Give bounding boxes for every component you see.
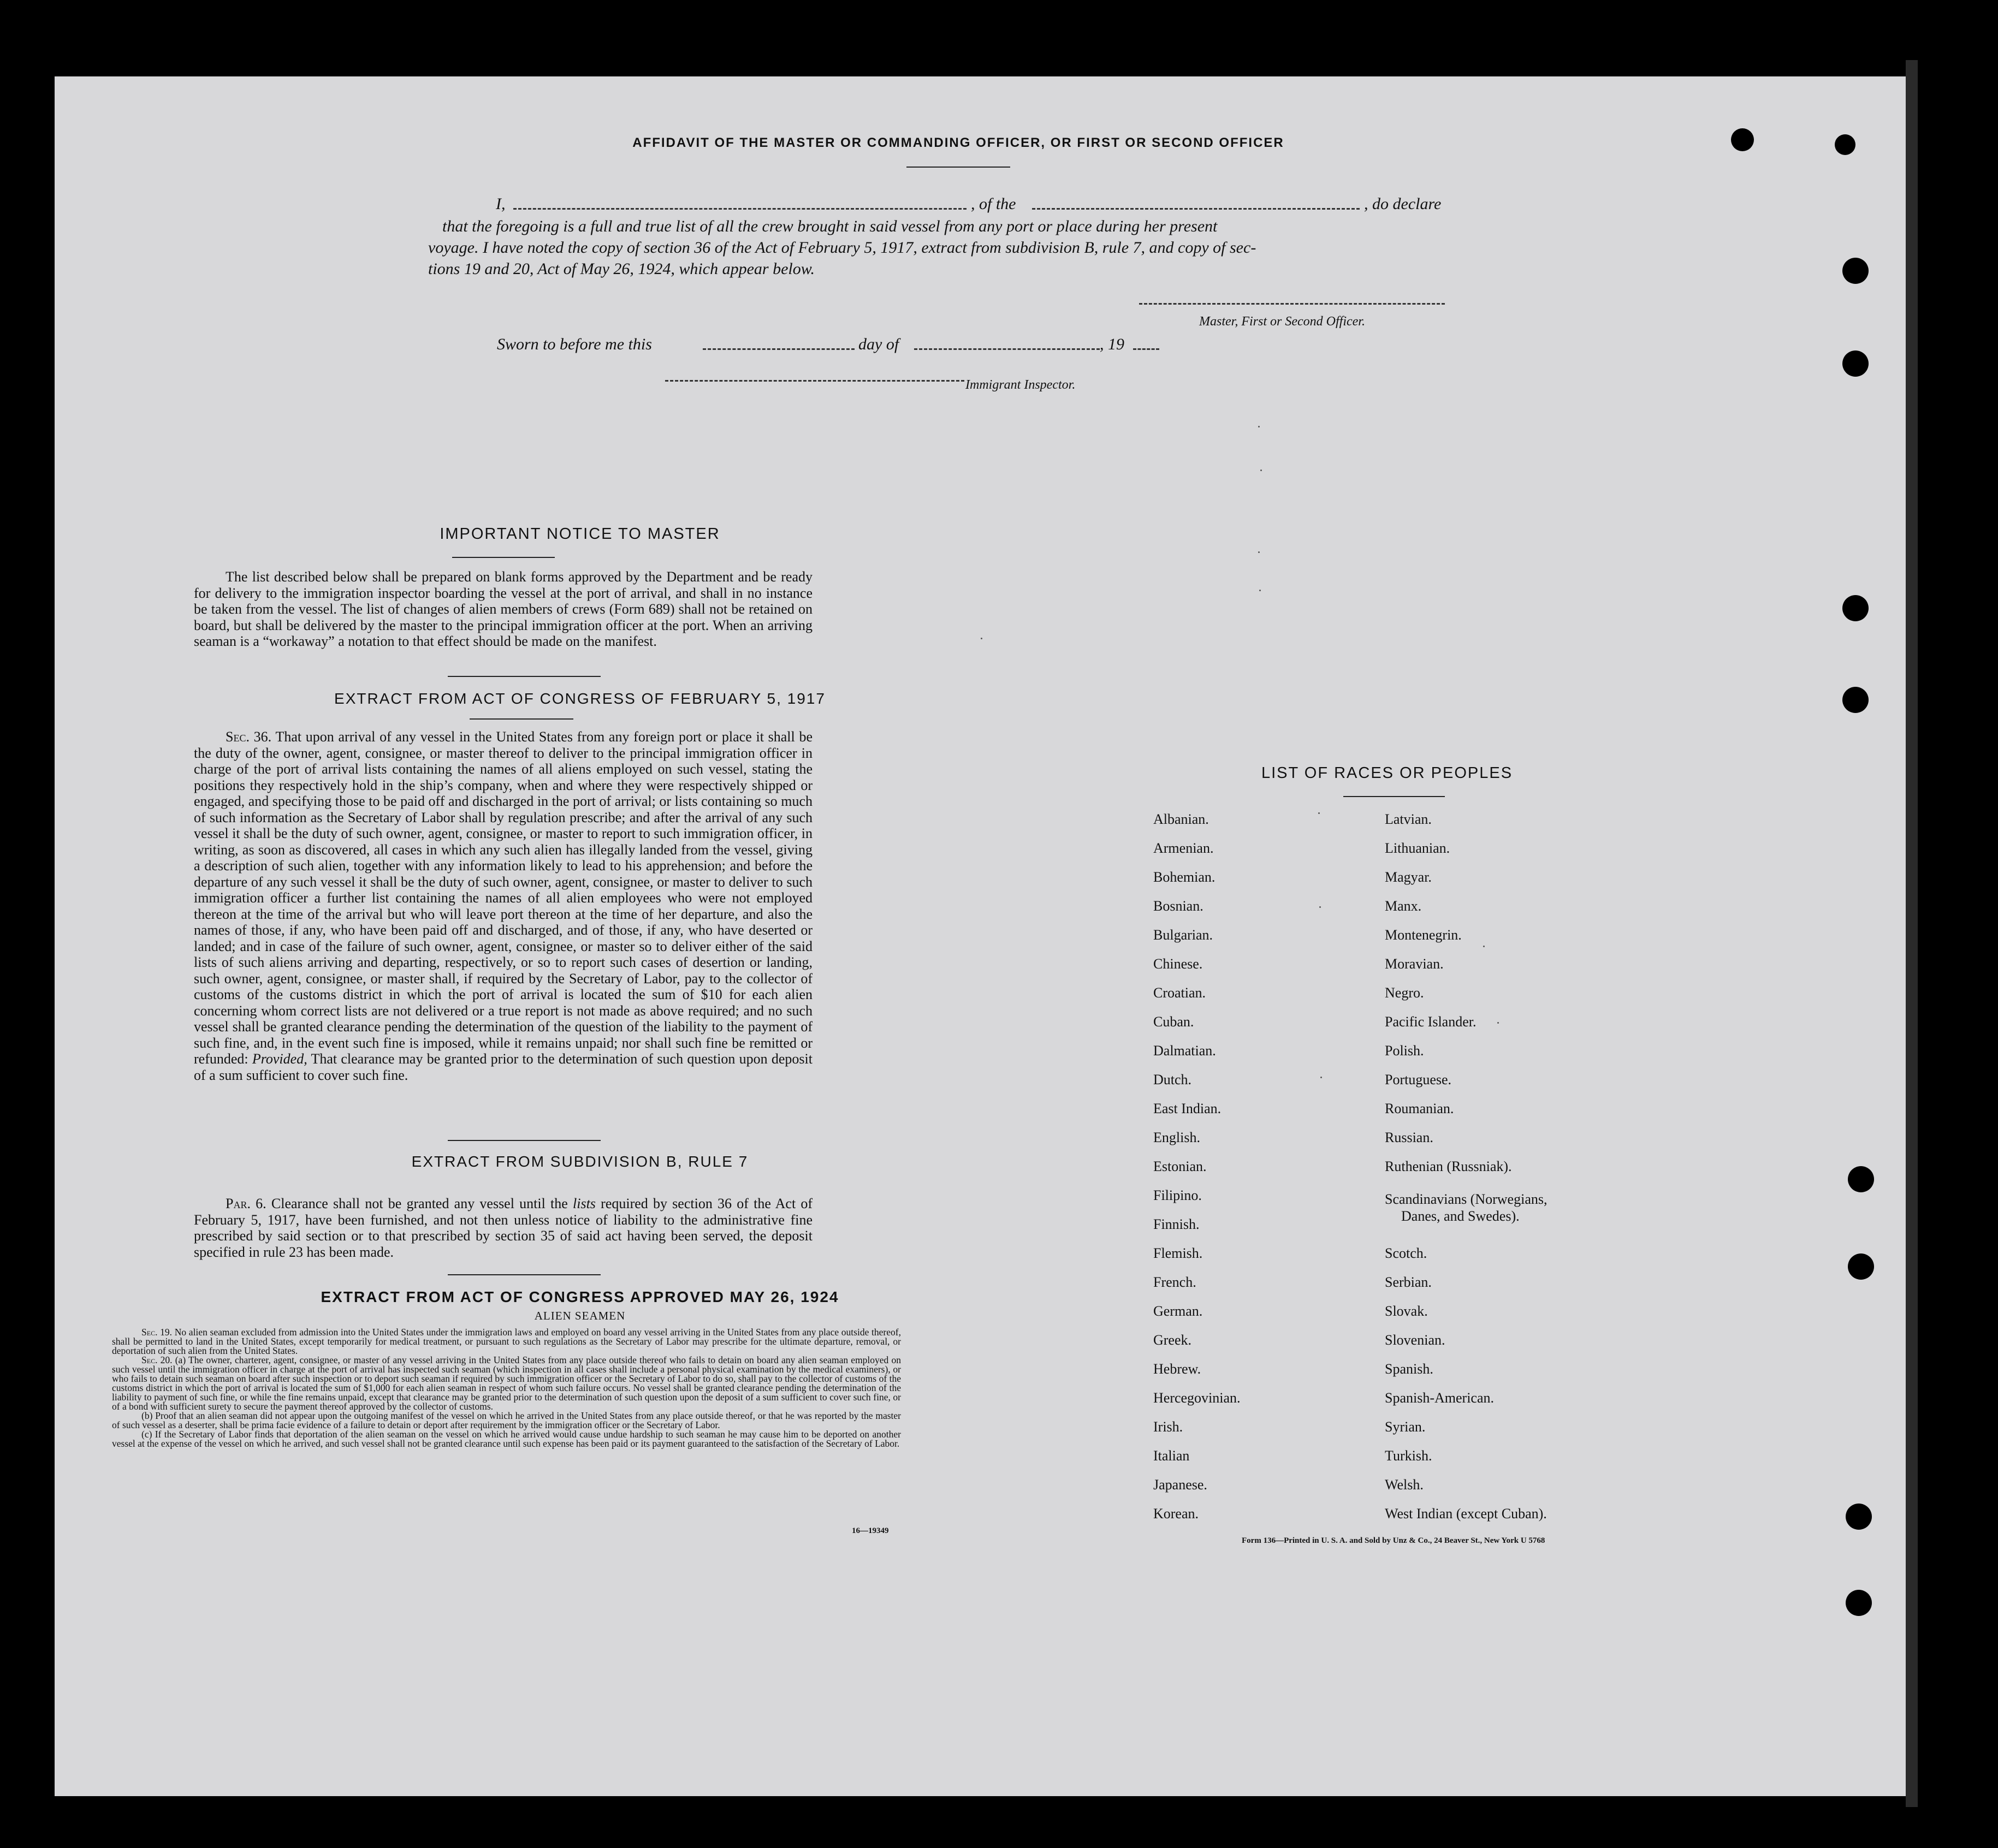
- race-item: Syrian.: [1385, 1419, 1426, 1435]
- race-item: Spanish.: [1385, 1361, 1433, 1377]
- race-item: Portuguese.: [1385, 1072, 1452, 1088]
- race-item: Turkish.: [1385, 1448, 1432, 1464]
- race-item: Lithuanian.: [1385, 840, 1450, 856]
- race-item: Dutch.: [1153, 1072, 1192, 1088]
- race-item: Roumanian.: [1385, 1101, 1454, 1116]
- sworn-day-of: day of: [858, 335, 899, 353]
- notice-body: The list described below shall be prepared on blank forms approved by the Department and be ready for delivery to the immigration inspector boarding the vessel at the port of arrival, and shall in no instance be taken from the vessel. The list of changes of alien members of crews (Form 689) shall not be retained on board, but shall be delivered by the master to the principal immigration officer at the port. When an arriving seaman is a “workaway” a notation to that effect should be made on the manifest.: [194, 569, 813, 649]
- sworn-year-prefix: , 19: [1100, 335, 1124, 353]
- sworn-line: [497, 335, 1207, 357]
- race-item: Bohemian.: [1153, 869, 1216, 885]
- race-item: Cuban.: [1153, 1014, 1194, 1030]
- race-item: English.: [1153, 1130, 1200, 1145]
- scan-speck: [1259, 590, 1261, 591]
- sec-20c-text: (c) If the Secretary of Labor finds that deportation of the alien seaman on the vessel on which he arrived would cause undue hardship to such seaman he may cause him to be deported on another vessel at the expense of the vessel on which he arrived, and such vessel shall not be granted clearance until such expense has been paid or its payment guaranteed to the satisfaction of the Secretary of Labor.: [112, 1429, 901, 1449]
- race-item: Slovenian.: [1385, 1332, 1445, 1348]
- race-item: Russian.: [1385, 1130, 1433, 1145]
- race-item: Armenian.: [1153, 840, 1214, 856]
- race-item: Italian: [1153, 1448, 1190, 1464]
- vessel-name-field[interactable]: [1032, 208, 1360, 210]
- notice-title-underline: [452, 557, 555, 558]
- sec-19-paragraph: [112, 1328, 901, 1356]
- sworn-month-field[interactable]: [914, 348, 1100, 350]
- race-item: Welsh.: [1385, 1477, 1424, 1493]
- race-item: Bosnian.: [1153, 898, 1203, 914]
- sec-19-label: Sec. 19.: [141, 1327, 173, 1338]
- race-item: Filipino.: [1153, 1187, 1202, 1203]
- affidavit-line-2: that the foregoing is a full and true list of all the crew brought in said vessel from any port or place during her present: [442, 217, 1218, 235]
- par-6-text-a: Clearance shall not be granted any vessel until the: [271, 1196, 568, 1211]
- scan-speck: [1483, 946, 1485, 947]
- inspector-signature-label: Immigrant Inspector.: [965, 378, 1076, 392]
- race-item: West Indian (except Cuban).: [1385, 1506, 1547, 1522]
- race-item: Slovak.: [1385, 1303, 1428, 1319]
- page-edge: [1906, 60, 1918, 1807]
- proviso-word: Provided,: [252, 1051, 307, 1067]
- sec-36-text: That upon arrival of any vessel in the United States from any foreign port or place it shall be the duty of the owner, agent, consignee, or master thereof to deliver to the principal immigration officer in charge of the port of arrival lists containing the names of all aliens employed on such vessel, stating the positions they respectively hold in the ship’s company, when and where they were respectively shipped or engaged, and specifying those to be paid off and discharged in the port of arrival; or lists containing so much of such information as the Secretary of Labor shall by regulation prescribe; and after the arrival of any such vessel it shall be the duty of such owner, agent, consignee, or master to report to such immigration officer, in writing, as soon as discovered, all cases in which any such alien has illegally landed from the vessel, giving a description of such alien, together with any information likely to lead to his apprehension; and before the departure of any such vessel it shall be the duty of such owner, agent, consignee, or master to deliver to such immigration officer a further list containing the names of all alien employees who were not employed thereon at the time of the arrival but who will leave port thereon at the time of her departure, and also the names of those, if any, who have been paid off and discharged, and of those, if any, who have deserted or landed; and in case of the failure of such owner, agent, consignee, or master so to deliver either of the said lists of such aliens arriving and departing, respectively, or so to report such cases of desertion or landing, such owner, agent, consignee, or master shall, if required by the Secretary of Labor, pay to the collector of customs of the customs district in which the port of arrival is located the sum of $10 for each alien concerning whom correct lists are not delivered or a true report is not made as above required; and no such vessel shall be granted clearance pending the determination of the question of the liability to the payment of such fine, and, in the event such fine is imposed, while it remains unpaid; nor shall such fine be remitted or refunded:: [194, 729, 813, 1067]
- race-item: French.: [1153, 1274, 1196, 1290]
- scan-speck: [1258, 551, 1260, 553]
- officer-signature-field[interactable]: [1139, 303, 1445, 305]
- extract-1917-body: [194, 729, 813, 1083]
- race-item: Japanese.: [1153, 1477, 1207, 1493]
- race-item: Magyar.: [1385, 869, 1432, 885]
- race-item: Spanish-American.: [1385, 1390, 1495, 1406]
- race-item: Danes, and Swedes).: [1401, 1208, 1520, 1224]
- race-item: Ruthenian (Russniak).: [1385, 1158, 1512, 1174]
- sec-19-text: No alien seaman excluded from admission into the United States under the immigration laws and employed on board any vessel arriving in the United States from any place outside thereof, shall be permitted to land in the United States, except temporarily for medical treatment, or pursuant to such regulations as the Secretary of Labor may prescribe for the ultimate departure, removal, or deportation of such alien from the United States.: [112, 1327, 901, 1356]
- scan-speck: [1260, 470, 1262, 471]
- declare-text: , do declare: [1364, 195, 1442, 213]
- extract-1924-body: [112, 1328, 901, 1448]
- race-item: Negro.: [1385, 985, 1424, 1001]
- race-item: Chinese.: [1153, 956, 1203, 972]
- sec-20-label: Sec. 20.: [141, 1354, 173, 1365]
- punch-hole: [1846, 1504, 1872, 1530]
- notice-title: IMPORTANT NOTICE TO MASTER: [440, 525, 720, 543]
- punch-hole: [1842, 350, 1869, 377]
- punch-hole: [1842, 595, 1869, 621]
- form-footer: Form 136—Printed in U. S. A. and Sold by Unz & Co., 24 Beaver St., New York U 5768: [1242, 1536, 1545, 1545]
- race-item: East Indian.: [1153, 1101, 1222, 1116]
- par-6-label: Par. 6.: [226, 1196, 266, 1211]
- race-item: Scandinavians (Norwegians,: [1385, 1191, 1548, 1207]
- race-item: Flemish.: [1153, 1245, 1203, 1261]
- rule7-body: [194, 1196, 813, 1260]
- sworn-prefix: Sworn to before me this: [497, 335, 652, 353]
- lists-word: lists: [573, 1196, 596, 1211]
- rule7-title: EXTRACT FROM SUBDIVISION B, RULE 7: [411, 1153, 749, 1170]
- race-item: Manx.: [1385, 898, 1422, 914]
- race-item: Montenegrin.: [1385, 927, 1462, 943]
- race-item: Estonian.: [1153, 1158, 1207, 1174]
- affidavit-line-3: voyage. I have noted the copy of section 36 of the Act of February 5, 1917, extract from subdivision B, rule 7, and copy of sec-: [428, 239, 1256, 257]
- extract-1924-title: EXTRACT FROM ACT OF CONGRESS APPROVED MAY 26, 1924: [321, 1288, 839, 1305]
- officer-signature-label: Master, First or Second Officer.: [1199, 314, 1365, 329]
- alien-seamen-subtitle: ALIEN SEAMEN: [534, 1309, 626, 1322]
- race-item: Polish.: [1385, 1043, 1424, 1059]
- extract-1917-underline: [470, 718, 573, 720]
- declarant-name-field[interactable]: [513, 208, 967, 210]
- sec-20a-paragraph: [112, 1356, 901, 1411]
- punch-hole: [1846, 1590, 1872, 1616]
- race-item: Dalmatian.: [1153, 1043, 1216, 1059]
- form-code: 16—19349: [852, 1526, 889, 1535]
- sec-20b-text: (b) Proof that an alien seaman did not appear upon the outgoing manifest of the vessel on which he arrived in the United States from any place outside thereof, or that he was reported by the master of such vessel as a deserter, shall be prima facie evidence of a failure to detain or deport after requirement by the immigration officer or the Secretary of Labor.: [112, 1410, 901, 1430]
- scan-speck: [1319, 906, 1321, 908]
- races-title-underline: [1343, 796, 1445, 797]
- punch-hole: [1848, 1166, 1874, 1192]
- punch-hole: [1842, 258, 1869, 284]
- section-divider: [448, 676, 601, 677]
- race-item: Hercegovinian.: [1153, 1390, 1241, 1406]
- race-item: Croatian.: [1153, 985, 1206, 1001]
- punch-hole: [1848, 1253, 1874, 1280]
- scan-speck: [1320, 1077, 1322, 1078]
- affidavit-line-1: [496, 195, 1479, 217]
- punch-hole: [1842, 687, 1869, 713]
- affidavit-title: AFFIDAVIT OF THE MASTER OR COMMANDING OFFICER, OR FIRST OR SECOND OFFICER: [632, 135, 1284, 150]
- extract-1917-title: EXTRACT FROM ACT OF CONGRESS OF FEBRUARY 5, 1917: [334, 690, 826, 707]
- race-item: Pacific Islander.: [1385, 1014, 1477, 1030]
- race-item: Finnish.: [1153, 1216, 1200, 1232]
- sec-20a-text: (a) The owner, charterer, agent, consignee, or master of any vessel arriving in the United States from any place outside thereof who fails to detain on board any alien seaman employed on such vessel until the immigration officer in charge at the port of arrival has inspected such seaman (which inspection in all cases shall include a personal physical examination by the medical examiners), or who fails to detain such seaman on board after such inspection or to deport such seaman if required by such immigration officer or the Secretary of Labor to do so, shall pay to the collector of customs of the customs district in which the port of arrival is located the sum of $1,000 for each alien seaman in respect of whom such failure occurs. No vessel shall be granted clearance pending the determination of the liability to payment of such fine, or while the fine remains unpaid, except that clearance may be granted prior to the determination of such question upon the deposit of a sum sufficient to cover such fine, or of a bond with sufficient surety to secure the payment thereof approved by the collector of customs.: [112, 1354, 902, 1412]
- race-item: Moravian.: [1385, 956, 1444, 972]
- race-item: Irish.: [1153, 1419, 1183, 1435]
- race-item: Latvian.: [1385, 811, 1432, 827]
- race-item: German.: [1153, 1303, 1203, 1319]
- race-item: Korean.: [1153, 1506, 1199, 1522]
- proviso-text: That clearance may be granted prior to the determination of such question upon deposit of a sum sufficient to cover such fine.: [194, 1051, 813, 1083]
- title-underline: [906, 167, 1010, 168]
- inspector-signature-field[interactable]: [665, 380, 964, 382]
- race-item: Bulgarian.: [1153, 927, 1213, 943]
- declarant-prefix: I,: [496, 195, 506, 213]
- scan-speck: [1258, 426, 1260, 427]
- race-item: Serbian.: [1385, 1274, 1432, 1290]
- section-divider: [448, 1274, 601, 1275]
- affidavit-line-4: tions 19 and 20, Act of May 26, 1924, which appear below.: [428, 260, 815, 278]
- par-6-text-b: required by section 36 of the Act of February 5, 1917, have been furnished, and not then unless notice of liability to the administrative fine prescribed by said section or to that prescribed by section 35 of said act having been served, the deposit specified in rule 23 has been made.: [194, 1196, 813, 1260]
- section-divider: [448, 1140, 601, 1141]
- race-item: Greek.: [1153, 1332, 1192, 1348]
- sec-36-label: Sec. 36.: [226, 729, 272, 745]
- sworn-year-field[interactable]: [1133, 348, 1159, 350]
- sworn-day-field[interactable]: [703, 348, 855, 350]
- scan-speck: [1497, 1022, 1499, 1024]
- race-item: Scotch.: [1385, 1245, 1427, 1261]
- race-item: Albanian.: [1153, 811, 1209, 827]
- scan-speck: [1318, 812, 1320, 814]
- scan-speck: [981, 638, 982, 639]
- races-title: LIST OF RACES OR PEOPLES: [1261, 764, 1513, 782]
- race-item: Hebrew.: [1153, 1361, 1201, 1377]
- vessel-prefix: , of the: [971, 195, 1016, 213]
